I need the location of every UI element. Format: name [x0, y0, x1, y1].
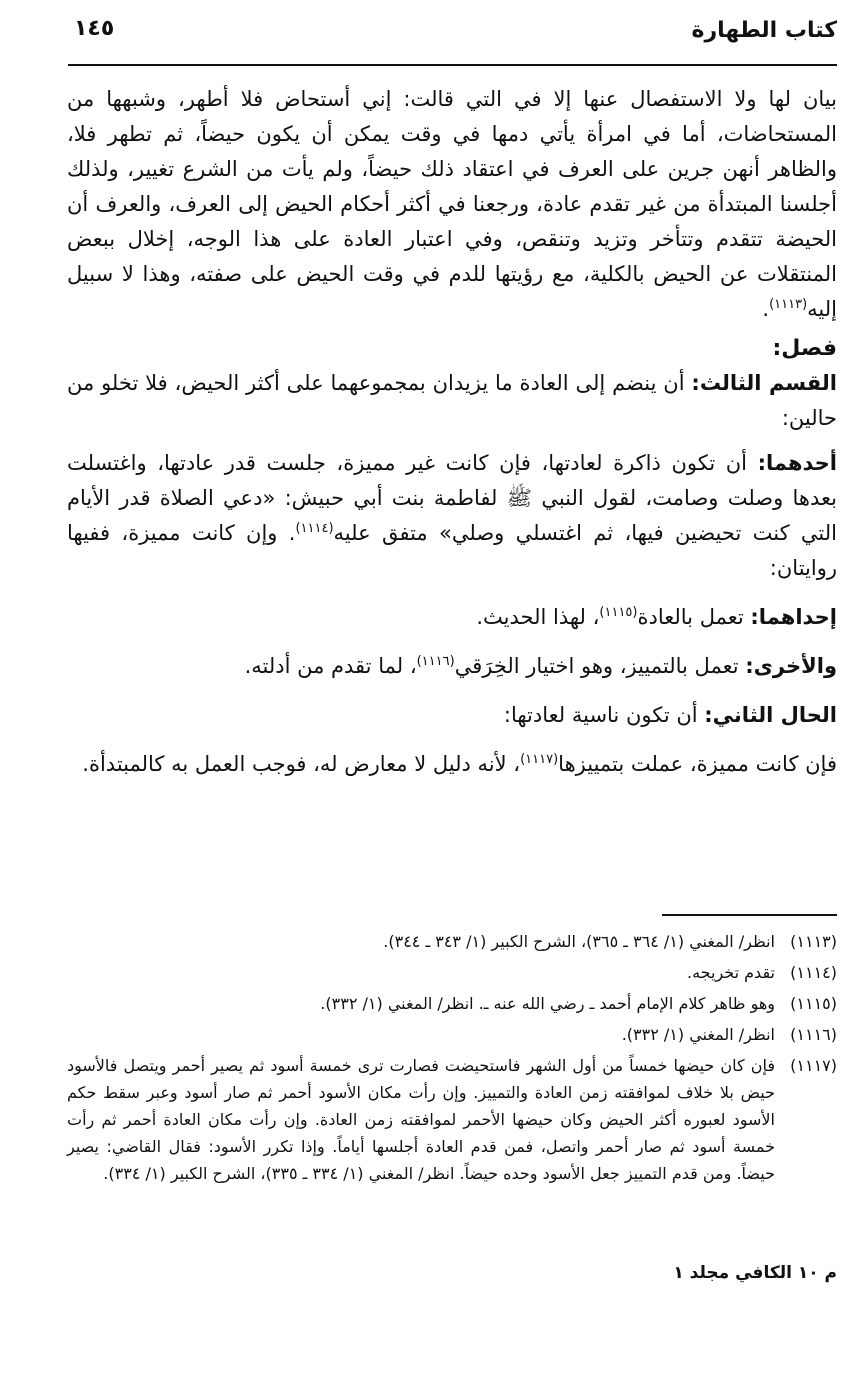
- paragraph-1-end: .: [762, 297, 770, 321]
- page-header: [68, 14, 837, 54]
- paragraph-3-text-a: أن تكون ذاكرة لعادتها، فإن كانت غير مميزة، جلست قدر عادتها، واغتسلت بعدها وصلت وصامت، لقول النبي ﷺ لفاطمة بنت أبي حبيش: «دعي الصلاة قدر الأيام التي كنت تحيضين فيها، ثم اغتسلي وصلي» متفق عليه: [67, 451, 837, 545]
- header-rule: [68, 64, 837, 66]
- footnote-separator: [662, 914, 837, 916]
- footnote-ref-1117: (١١١٧): [520, 752, 559, 767]
- footnote-number: (١١١٦): [790, 1025, 837, 1044]
- paragraph-5: [67, 649, 837, 684]
- footnote-ref-1115: (١١١٥): [599, 605, 638, 620]
- paragraph-4-text-a: تعمل بالعادة: [637, 605, 751, 629]
- paragraph-7-text-a: فإن كانت مميزة، عملت بتمييزها: [558, 752, 837, 776]
- body-text: [67, 82, 837, 782]
- footnote-item: [67, 1021, 837, 1048]
- footnote-number: (١١١٥): [790, 994, 837, 1013]
- paragraph-4-lead: إحداهما:: [750, 605, 837, 629]
- paragraph-4: [67, 600, 837, 635]
- paragraph-7: [67, 747, 837, 782]
- footnote-text: انظر/ المغني (١/ ٣٣٢).: [621, 1025, 775, 1044]
- paragraph-2-lead: القسم الثالث:: [691, 371, 837, 395]
- page-number: ١٤٥: [74, 16, 115, 41]
- paragraph-2: [67, 366, 837, 436]
- paragraph-3-text-b: . وإن كانت مميزة، ففيها روايتان:: [67, 521, 837, 580]
- running-title: كتاب الطهارة: [691, 18, 837, 43]
- footnote-text: وهو ظاهر كلام الإمام أحمد ـ رضي الله عنه ـ. انظر/ المغني (١/ ٣٣٢).: [320, 994, 775, 1013]
- paragraph-5-text-b: ، لما تقدم من أدلته.: [244, 654, 417, 678]
- footnote-ref-1113: (١١١٣): [769, 297, 808, 312]
- footnote-number: (١١١٤): [790, 963, 837, 982]
- paragraph-4-text-b: ، لهذا الحديث.: [476, 605, 600, 629]
- footnote-ref-1116: (١١١٦): [416, 654, 455, 669]
- paragraph-6-lead: الحال الثاني:: [704, 703, 837, 727]
- paragraph-2-text: أن ينضم إلى العادة ما يزيدان بمجموعهما على أكثر الحيض، فلا تخلو من حالين:: [67, 371, 837, 430]
- footnote-number: (١١١٣): [790, 932, 837, 951]
- footnote-text: فإن كان حيضها خمساً من أول الشهر فاستحيضت فصارت ترى خمسة أسود ثم يصير أحمر ويتصل فالأسود حيض بلا خلاف لموافقته زمن العادة والتمييز. وإن رأت مكان الأسود أحمر ثم صار أسود وعبر سقط حكم الأسود لعبوره أكثر الحيض وكان حيضها الأحمر لموافقته زمن العادة. وإن رأت مكان العادة أحمر ثم رأت خمسة أسود ثم صار أحمر واتصل، فمن قدم العادة أجلسها أياماً. وإذا تكرر الأسود: فقال القاضي: يصير حيضاً. ومن قدم التمييز جعل الأسود وحده حيضاً. انظر/ المغني (١/ ٣٣٤ ـ ٣٣٥)، الشرح الكبير (١/ ٣٣٤).: [67, 1056, 775, 1183]
- paragraph-1-text: بيان لها ولا الاستفصال عنها إلا في التي قالت: إني أستحاض فلا أطهر، وشبهها من المستحاضات، أما في امرأة يأتي دمها في وقت يمكن أن يكون حيضاً، ثم تطهر فلا، والظاهر أنهن جرين على العرف في اعتقاد ذلك حيضاً، ولم يأت من الشرع تغيير، ولذلك أجلسنا المبتدأة من غير تقدم عادة، ورجعنا في أكثر أحكام الحيض إلى العرف، والعرف أن الحيضة تتقدم وتتأخر وتزيد وتنقص، وفي اعتبار العادة على هذا الوجه، إخلال ببعض المنتقلات عن الحيض بالكلية، مع رؤيتها للدم في وقت الحيض على صفته، وهذا لا سبيل إليه: [67, 87, 837, 321]
- section-heading: فصل:: [772, 336, 837, 361]
- paragraph-5-text-a: تعمل بالتمييز، وهو اختيار الخِرَقي: [454, 654, 746, 678]
- paragraph-6: [67, 698, 837, 733]
- printer-signature: م ١٠ الكافي مجلد ١: [673, 1263, 837, 1283]
- paragraph-3-lead: أحدهما:: [757, 451, 837, 475]
- footnote-number: (١١١٧): [790, 1056, 837, 1075]
- footnotes: [67, 928, 837, 1191]
- footnote-item: [67, 990, 837, 1017]
- footnote-ref-1114: (١١١٤): [295, 521, 334, 536]
- paragraph-7-text-b: ، لأنه دليل لا معارض له، فوجب العمل به كالمبتدأة.: [82, 752, 521, 776]
- paragraph-5-lead: والأخرى:: [745, 654, 837, 678]
- footnote-text: انظر/ المغني (١/ ٣٦٤ ـ ٣٦٥)، الشرح الكبير (١/ ٣٤٣ ـ ٣٤٤).: [383, 932, 775, 951]
- paragraph-1: [67, 82, 837, 327]
- paragraph-3: [67, 446, 837, 586]
- footnote-item: [67, 959, 837, 986]
- paragraph-6-text: أن تكون ناسية لعادتها:: [503, 703, 705, 727]
- footnote-text: تقدم تخريجه.: [687, 963, 775, 982]
- footnote-item: [67, 1052, 837, 1187]
- footnote-item: [67, 928, 837, 955]
